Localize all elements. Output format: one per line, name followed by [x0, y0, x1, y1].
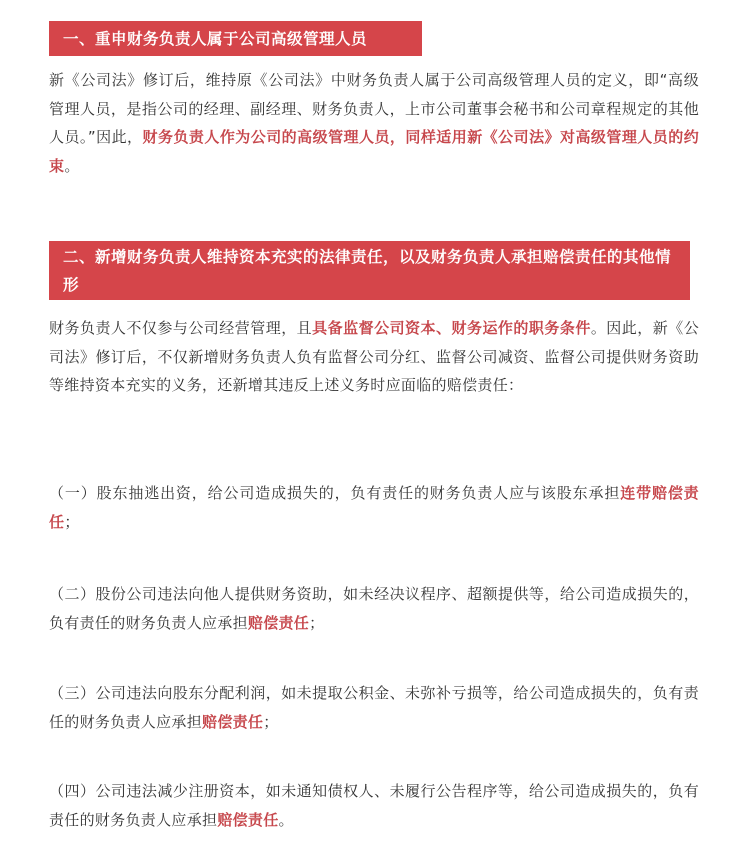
list-item-end: ； [64, 512, 80, 531]
list-item-2 [49, 580, 699, 637]
list-item-highlight: 赔偿责任 [217, 810, 279, 829]
list-item-text: （二）股份公司违法向他人提供财务资助，如未经决议程序、超额提供等，给公司造成损失的，负有责任的财务负责人应承担 [49, 585, 699, 632]
section-1-text-a: 新《公司法》修订后，维持原《公司法》中财务负责人属于公司高级管理人员的定义，即“高级管理人员，是指公司的经理、副经理、财务负责人，上市公司董事会秘书和公司章程规定的其他人员。”因此， [49, 71, 699, 146]
section-2-intro [49, 314, 699, 400]
list-item-highlight: 赔偿责任 [247, 613, 310, 632]
section-2-header: 二、新增财务负责人维持资本充实的法律责任，以及财务负责人承担赔偿责任的其他情形 [49, 241, 690, 300]
section-2-intro-highlight: 具备监督公司资本、财务运作的职务条件 [312, 319, 591, 337]
list-item-1 [49, 479, 699, 536]
section-2-intro-a: 财务负责人不仅参与公司经营管理，且 [49, 319, 313, 337]
section-1-text-b: 。 [64, 156, 80, 175]
section-1-highlight: 财务负责人作为公司的高级管理人员，同样适用新《公司法》对高级管理人员的约束 [49, 128, 699, 175]
list-item-text: （三）公司违法向股东分配利润，如未提取公积金、未弥补亏损等，给公司造成损失的，负有责任的财务负责人应承担 [49, 684, 699, 731]
list-item-end: ； [309, 613, 325, 632]
list-item-end: 。 [278, 810, 294, 829]
section-1-paragraph [49, 66, 699, 180]
list-item-highlight: 赔偿责任 [202, 712, 264, 731]
section-1-header: 一、重申财务负责人属于公司高级管理人员 [49, 21, 422, 56]
list-item-3 [49, 679, 699, 736]
list-item-4 [49, 777, 699, 834]
list-item-text: （一）股东抽逃出资，给公司造成损失的，负有责任的财务负责人应与该股东承担 [49, 484, 621, 502]
list-item-text: （四）公司违法减少注册资本，如未通知债权人、未履行公告程序等，给公司造成损失的，负有责任的财务负责人应承担 [49, 782, 699, 829]
section-2-intro-b: 。因此，新《公司法》修订后，不仅新增财务负责人负有监督公司分红、监督公司减资、监督公司提供财务资助等维持资本充实的义务，还新增其违反上述义务时应面临的赔偿责任： [49, 319, 699, 394]
list-item-highlight: 连带赔偿责任 [49, 484, 699, 531]
list-item-end: ； [263, 712, 279, 731]
